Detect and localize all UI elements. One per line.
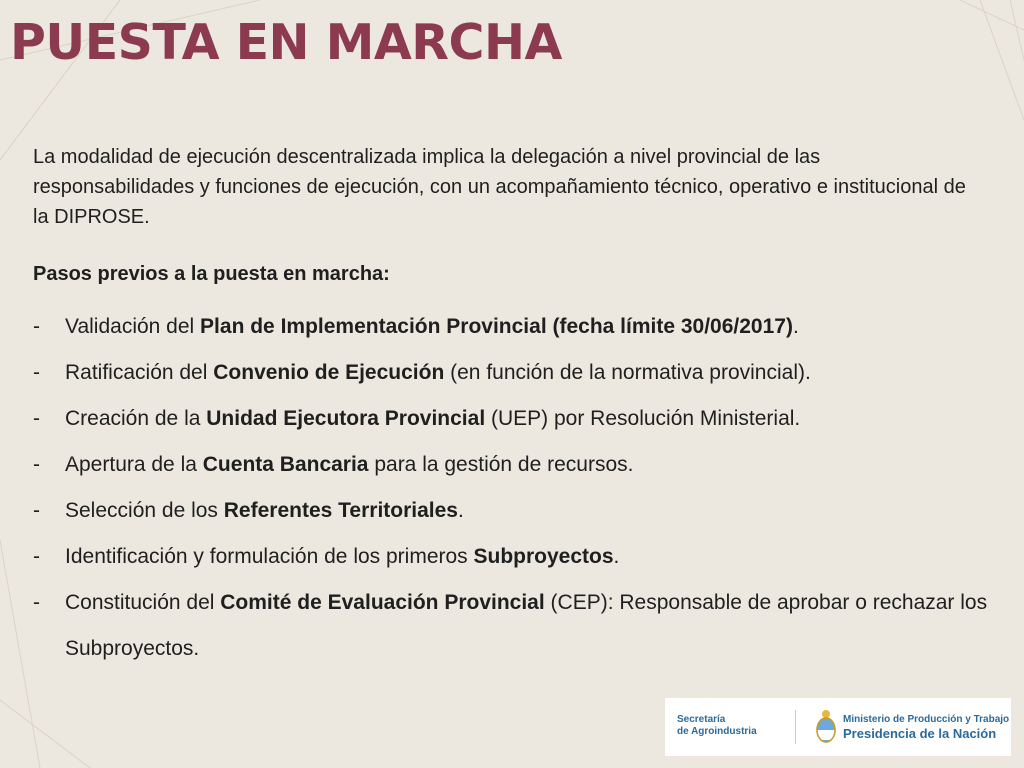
step-text: Creación de la: [65, 407, 207, 430]
step-item: [33, 304, 993, 350]
bullet-dash: -: [33, 499, 40, 522]
bullet-dash: -: [33, 361, 40, 384]
intro-paragraph: La modalidad de ejecución descentralizada implica la delegación a nivel provincial de las responsabilidades y funciones de ejecución, con un acompañamiento técnico, operativo e institucional de la DIPROSE.: [33, 146, 966, 228]
footer-divider: [795, 710, 796, 744]
step-emphasis: Unidad Ejecutora Provincial: [206, 407, 486, 430]
step-text: Apertura de la: [65, 453, 203, 476]
slide-title: PUESTA EN MARCHA: [10, 14, 562, 71]
bullet-dash: -: [33, 453, 40, 476]
bullet-dash: -: [33, 407, 40, 430]
step-emphasis: Referentes Territoriales: [223, 499, 458, 522]
step-item: [33, 396, 993, 442]
step-emphasis: Convenio de Ejecución: [213, 361, 445, 384]
step-text-end: .: [613, 545, 620, 568]
step-text-end: para la gestión de recursos.: [368, 453, 634, 476]
step-text: Constitución del: [65, 591, 221, 614]
ministerio-label: Ministerio de Producción y Trabajo: [843, 714, 1010, 725]
bullet-dash: -: [33, 545, 40, 568]
step-text-end: (CEP): Responsable de aprobar o rechazar los Subproyectos.: [65, 591, 988, 660]
footer-logos: [665, 698, 1011, 756]
step-item: [33, 442, 993, 488]
step-emphasis: Plan de Implementación Provincial (fecha límite 30/06/2017): [200, 315, 793, 338]
step-text: Selección de los: [65, 499, 224, 522]
steps-heading: Pasos previos a la puesta en marcha:: [33, 263, 390, 285]
step-item: [33, 534, 993, 580]
step-emphasis: Cuenta Bancaria: [202, 453, 369, 476]
step-text-end: .: [792, 315, 799, 338]
step-text: Identificación y formulación de los primeros: [65, 545, 474, 568]
step-text: Validación del: [65, 315, 201, 338]
step-item: [33, 488, 993, 534]
step-text-end: (en función de la normativa provincial).: [444, 361, 811, 384]
step-emphasis: Subproyectos: [473, 545, 614, 568]
secretaria-line1: Secretaría: [677, 714, 726, 725]
step-text-end: .: [457, 499, 464, 522]
presidencia-label: Presidencia de la Nación: [843, 726, 997, 741]
steps-list: [33, 304, 993, 672]
step-text-end: (UEP) por Resolución Ministerial.: [485, 407, 801, 430]
secretaria-line2: de Agroindustria: [677, 726, 757, 737]
bullet-dash: -: [33, 315, 40, 338]
bullet-dash: -: [33, 591, 40, 614]
step-text: Ratificación del: [65, 361, 214, 384]
step-item: [33, 580, 993, 672]
national-shield-icon: [815, 708, 837, 744]
secretaria-logo: [677, 714, 757, 738]
step-emphasis: Comité de Evaluación Provincial: [220, 591, 545, 614]
step-item: [33, 350, 993, 396]
